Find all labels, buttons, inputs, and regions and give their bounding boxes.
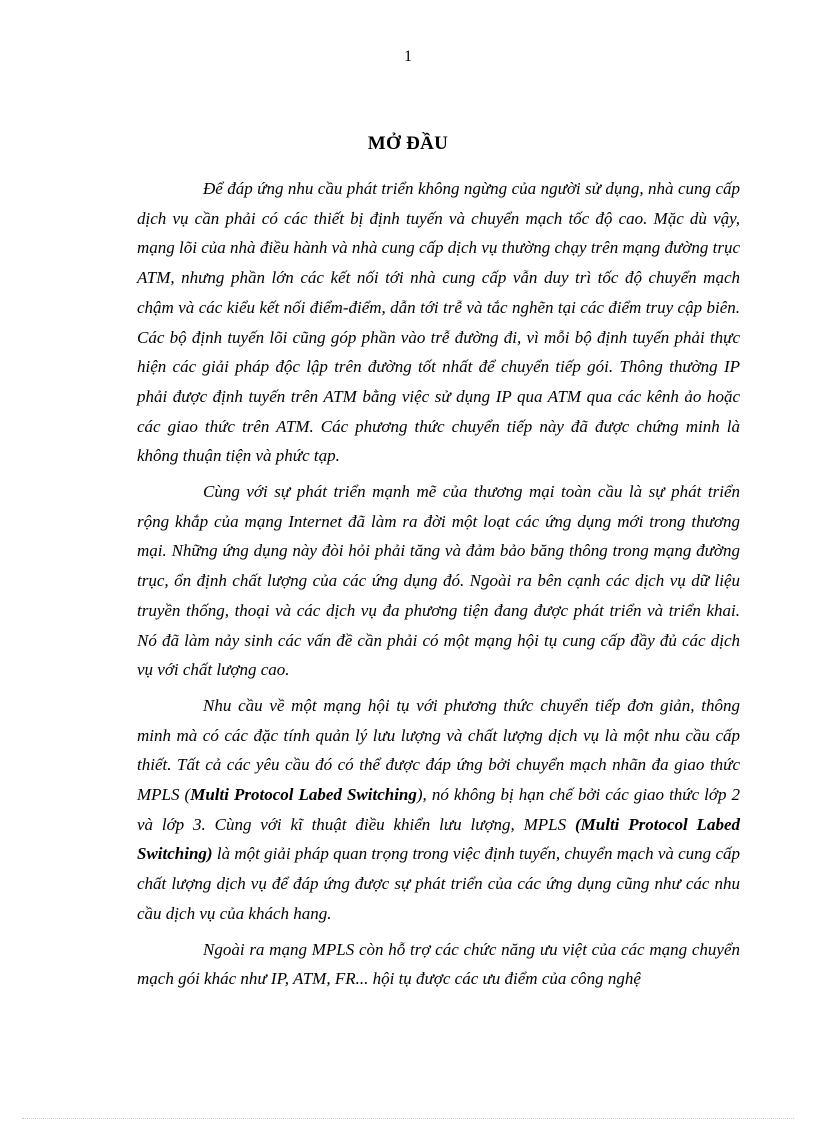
page-number: 1: [404, 48, 412, 65]
paragraph-3-part-1: Nhu cầu về một mạng hội tụ với phương thức chuyển tiếp đơn giản, thông minh mà có các đặc tính quản lý lưu lượng và chất lượng dịch vụ là một nhu cầu cấp thiết. Tất cả các yêu cầu đó có thể được đáp ứng bởi chuyển mạch nhãn đa giao thức MPLS (: [137, 695, 740, 805]
mpls-term-2: (Multi Protocol Labed Switching): [137, 814, 740, 864]
paragraph-3-part-2: ), nó không bị hạn chế bởi các giao thức lớp 2 và lớp 3. Cùng với kĩ thuật điều khiển lưu lượng, MPLS: [137, 785, 740, 834]
paragraph-4: Ngoài ra mạng MPLS còn hỗ trợ các chức năng ưu việt của các mạng chuyển mạch gói khác như IP, ATM, FR... hội tụ được các ưu điểm của công nghệ: [137, 939, 740, 989]
paragraph-3-part-3: là một giải pháp quan trọng trong việc định tuyến, chuyển mạch và cung cấp chất lượng dịch vụ để đáp ứng được sự phát triển của các ứng dụng cũng như các nhu cầu dịch vụ của khách hang.: [137, 844, 740, 923]
paragraph-1: Để đáp ứng nhu cầu phát triển không ngừng của người sử dụng, nhà cung cấp dịch vụ cần phải có các thiết bị định tuyến và chuyển mạch tốc độ cao. Mặc dù vậy, mạng lõi của nhà điều hành và nhà cung cấp dịch vụ thường chạy trên mạng đường trục ATM, nhưng phần lớn các kết nối tới nhà cung cấp vẫn duy trì tốc độ chuyển mạch chậm và các kiểu kết nối điểm-điểm, dẫn tới trễ và tắc nghẽn tại các điểm truy cập biên. Các bộ định tuyến lõi cũng góp phần vào trễ đường đi, vì mỗi bộ định tuyến phải thực hiện các giải pháp độc lập trên đường tốt nhất để chuyển tiếp gói. Thông thường IP phải được định tuyến trên ATM bằng việc sử dụng IP qua ATM qua các kênh ảo hoặc các giao thức trên ATM. Các phương thức chuyển tiếp này đã được chứng minh là không thuận tiện và phức tạp.: [137, 179, 740, 466]
paragraph-2: Cùng với sự phát triển mạnh mẽ của thương mại toàn cầu là sự phát triển rộng khắp của mạng Internet đã làm ra đời một loạt các ứng dụng mới trong thương mại. Những ứng dụng này đòi hỏi phải tăng và đảm bảo băng thông trong mạng đường trục, ổn định chất lượng của các ứng dụng đó. Ngoài ra bên cạnh các dịch vụ dữ liệu truyền thống, thoại và các dịch vụ đa phương tiện đang được phát triển và triển khai. Nó đã làm nảy sinh các vấn đề cần phải có một mạng hội tụ cung cấp đầy đủ các dịch vụ với chất lượng cao.: [137, 482, 740, 680]
mpls-term-1: Multi Protocol Labed Switching: [190, 785, 417, 805]
page-title: MỞ ĐẦU: [367, 133, 449, 154]
page-bottom-divider: [22, 1118, 794, 1119]
paragraph-3: [137, 691, 740, 929]
body-text: [137, 174, 740, 1000]
